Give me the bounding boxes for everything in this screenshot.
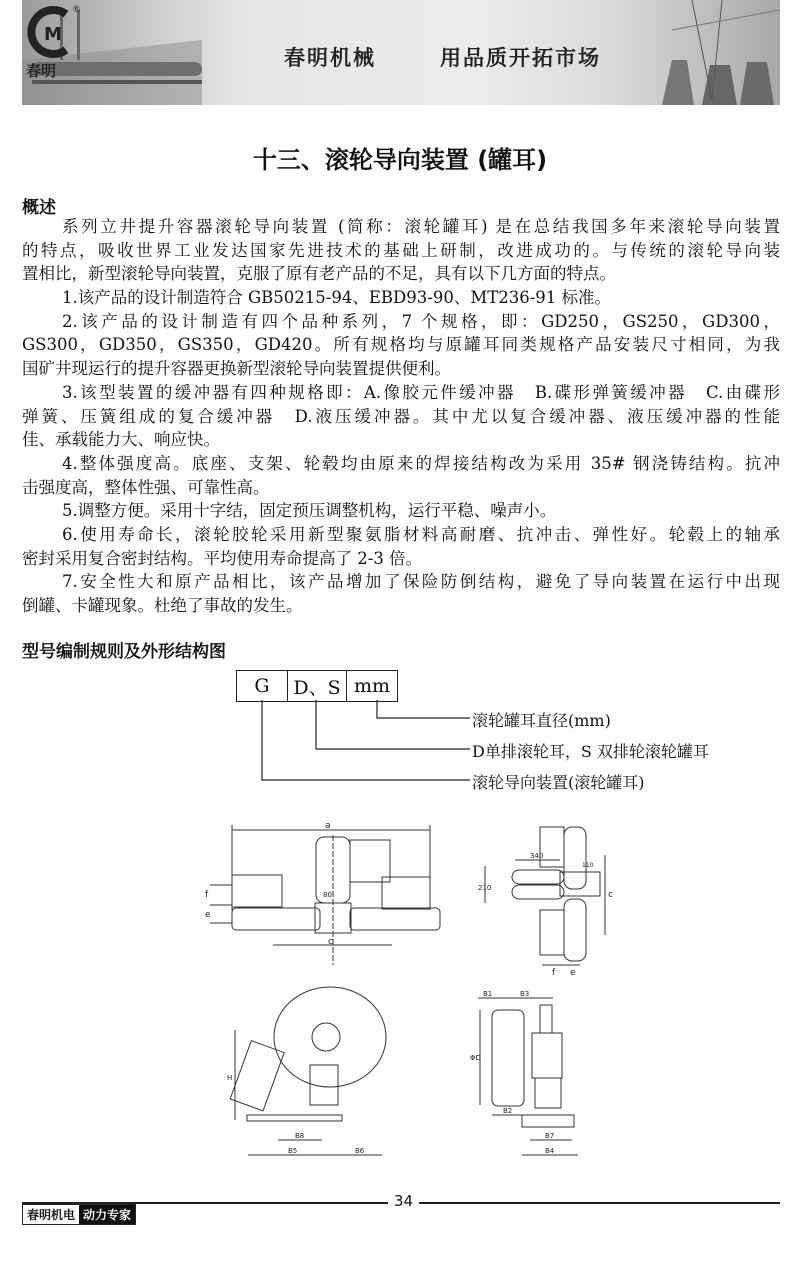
paragraph-line: 置相比，新型滚轮导向装置，克服了原有老产品的不足，具有以下几方面的特点。 <box>22 264 616 284</box>
overview-heading: 概述 <box>22 198 56 218</box>
page-number: 34 <box>388 1192 419 1210</box>
paragraph-line: 密封采用复合密封结构。平均使用寿命提高了 2-3 倍。 <box>22 548 423 568</box>
paragraph-line: 3.该型装置的缓冲器有四种规格即：A.像胶元件缓冲器 B.碟形弹簧缓冲器 C.由碟形 <box>62 382 780 402</box>
dim-B4: B4 <box>545 1147 555 1155</box>
slogan: 用品质开拓市场 <box>440 46 601 70</box>
dim-B1: B1 <box>483 990 493 998</box>
paragraph-line: 1.该产品的设计制造符合 GB50215-94、EBD93-90、MT236-91 标准。 <box>62 288 612 308</box>
dim-H: H <box>227 1074 233 1082</box>
dim-B5: B5 <box>288 1147 298 1155</box>
dim-c-side: c <box>608 890 613 900</box>
dim-a: a <box>325 821 331 831</box>
model-heading: 型号编制规则及外形结构图 <box>22 642 226 662</box>
svg-text:M: M <box>44 24 62 45</box>
paragraph-line: 国矿井现运行的提升容器更换新型滚轮导向装置提供便利。 <box>22 359 451 379</box>
paragraph-line: 7.安全性大和原产品相比，该产品增加了保险防倒结构，避免了导向装置在运行中出现 <box>62 572 780 592</box>
dim-e: e <box>205 910 211 920</box>
code-label-type: D单排滚轮耳，S 双排轮滚轮罐耳 <box>472 742 709 761</box>
drawing-front-view <box>230 987 386 1155</box>
paragraph-line: GS300，GD350，GS350，GD420。所有规格均与原罐耳同类规格产品安装尺寸相同，为我 <box>22 335 780 355</box>
paragraph-line: 6.使用寿命长，滚轮胶轮采用新型聚氨脂材料高耐磨、抗冲击、弹性好。轮毂上的轴承 <box>62 524 780 544</box>
paragraph-line: 倒罐、卡罐现象。杜绝了事故的发生。 <box>22 596 303 615</box>
paragraph-line: 2.该产品的设计制造有四个品种系列，7 个规格，即：GD250，GS250，GD300， <box>62 311 780 331</box>
paragraph-line: 击强度高，整体性强、可靠性高。 <box>22 477 270 497</box>
page-title: 十三、滚轮导向装置 (罐耳) <box>252 146 548 174</box>
svg-text:春明: 春明 <box>26 62 57 80</box>
paragraph-line: 系列立井提升容器滚轮导向装置 (简称：滚轮罐耳) 是在总结我国多年来滚轮导向装置 <box>62 217 780 236</box>
paragraph-line: 佳、承载能力大、响应快。 <box>22 430 220 450</box>
paragraph-line: 弹簧、压簧组成的复合缓冲器 D.液压缓冲器。其中尤以复合缓冲器、液压缓冲器的性能 <box>22 406 780 426</box>
footer-brand-badge <box>22 1204 136 1225</box>
footer-brand: 春明机电 <box>27 1208 76 1222</box>
dim-B2: B2 <box>503 1107 513 1115</box>
footer-tagline: 动力专家 <box>79 1205 135 1224</box>
code-label-diameter: 滚轮罐耳直径(mm) <box>472 711 611 730</box>
code-diameter: mm <box>353 675 391 697</box>
paragraph-line: 4.整体强度高。底座、支架、轮毂均由原来的焊接结构改为采用 35# 钢浇铸结构。抗冲 <box>62 453 780 473</box>
paragraph-line: 5.调整方便。采用十字结，固定预压调整机构，运行平稳、噪声小。 <box>62 501 557 521</box>
dim-f-side: f <box>552 968 556 978</box>
dim-D: ΦD <box>470 1054 481 1062</box>
dim-210: 210 <box>478 884 492 892</box>
dim-e-side: e <box>570 968 576 978</box>
dim-110: 110 <box>582 862 594 869</box>
drawing-side-view <box>485 827 605 965</box>
dim-B7: B7 <box>545 1132 555 1140</box>
dim-80: 80 <box>323 891 332 899</box>
svg-text:®: ® <box>72 5 81 15</box>
dim-c: c <box>328 937 333 947</box>
dim-f: f <box>205 890 209 900</box>
dim-B8: B8 <box>295 1132 305 1140</box>
code-series: G <box>237 671 288 701</box>
code-label-series: 滚轮导向装置(滚轮罐耳) <box>472 773 645 792</box>
code-type: D、S <box>288 671 347 701</box>
dim-B3: B3 <box>520 990 530 998</box>
structure-drawings <box>0 815 800 1175</box>
paragraph-line: 的特点，吸收世界工业发达国家先进技术的基础上研制，改进成功的。与传统的滚轮导向装 <box>22 240 780 260</box>
dim-340: 340 <box>530 852 544 860</box>
dim-B6: B6 <box>355 1147 365 1155</box>
company-name: 春明机械 <box>284 46 376 70</box>
drawing-end-view <box>478 998 578 1155</box>
